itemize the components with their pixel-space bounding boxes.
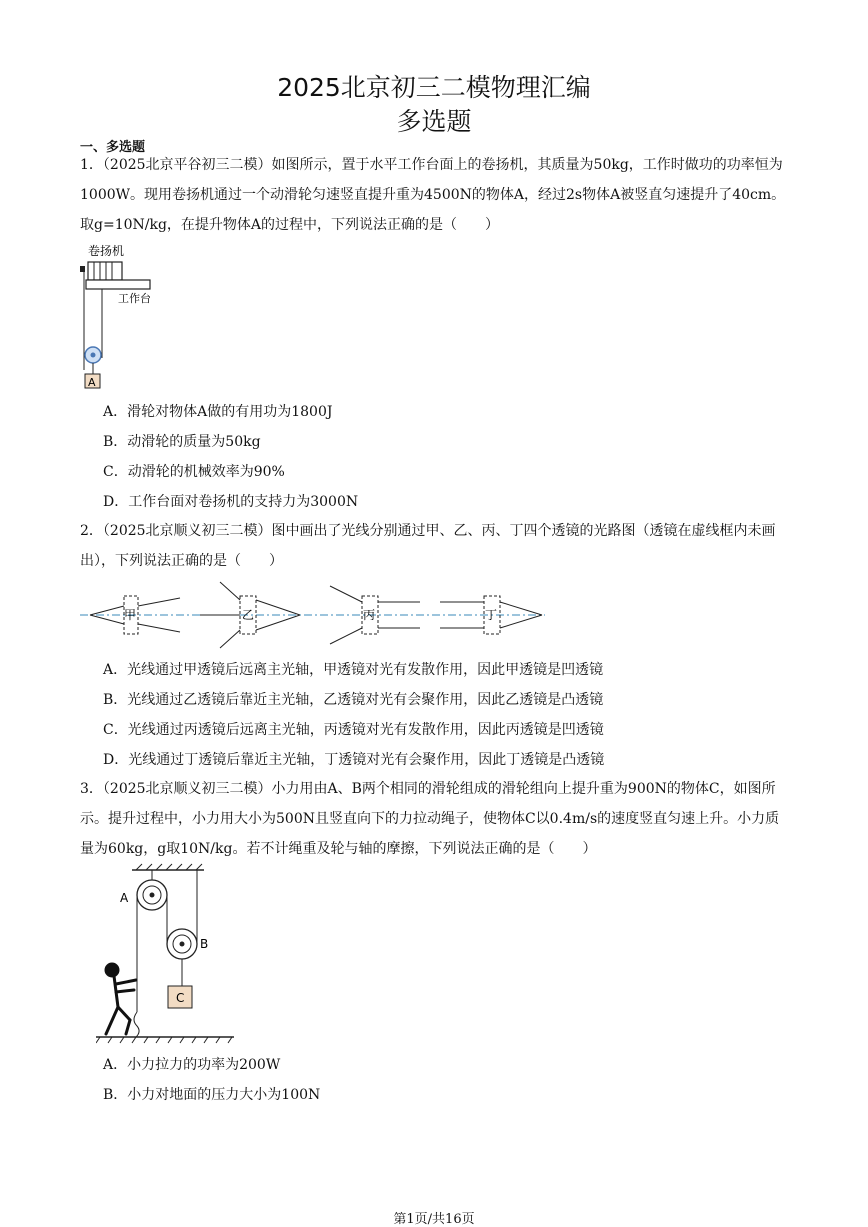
- lens-bing-label: 丙: [363, 608, 376, 622]
- page-footer: 第1页/共16页: [393, 1212, 475, 1227]
- q1-option-b: B．动滑轮的质量为50kg: [103, 434, 261, 450]
- q3-option-a: A．小力拉力的功率为200W: [103, 1057, 281, 1073]
- lens-yi-label: 乙: [242, 608, 255, 622]
- question-1-stem: 1．（2025北京平谷初三二模）如图所示，置于水平工作台面上的卷扬机，其质量为50kg，工作时做功的功率恒为1000W。现用卷扬机通过一个动滑轮匀速竖直提升重为4500N的物体A，经过2s物体A被竖直匀速提升了40cm。取g=10N/kg，在提升物体A的过程中，下列说法正确的是（ ）: [80, 157, 786, 233]
- q1-option-a: A．滑轮对物体A做的有用功为1800J: [103, 404, 333, 420]
- question-3-stem: 3．（2025北京顺义初三二模）小力用由A、B两个相同的滑轮组成的滑轮组向上提升重为900N的物体C，如图所示。提升过程中，小力用大小为500N且竖直向下的力拉动绳子，使物体C以0.4m/s的速度竖直匀速上升。小力质量为60kg，g取10N/kg。若不计绳重及轮与轴的摩擦，下列说法正确的是（ ）: [80, 781, 780, 857]
- q1-option-c: C．动滑轮的机械效率为90%: [103, 464, 285, 480]
- q1-label-object: A: [88, 376, 96, 389]
- q3-label-pulley-b: B: [200, 937, 209, 951]
- q1-option-d: D．工作台面对卷扬机的支持力为3000N: [103, 494, 359, 510]
- q3-label-pulley-a: A: [120, 891, 129, 905]
- question-2-stem: 2．（2025北京顺义初三二模）图中画出了光线分别通过甲、乙、丙、丁四个透镜的光路图（透镜在虚线框内未画出），下列说法正确的是（ ）: [80, 523, 776, 569]
- q2-option-d: D．光线通过丁透镜后靠近主光轴，丁透镜对光有会聚作用，因此丁透镜是凸透镜: [103, 752, 605, 768]
- q2-option-c: C．光线通过丙透镜后远离主光轴，丙透镜对光有发散作用，因此丙透镜是凹透镜: [103, 722, 604, 738]
- q2-option-b: B．光线通过乙透镜后靠近主光轴，乙透镜对光有会聚作用，因此乙透镜是凸透镜: [103, 692, 604, 708]
- q3-option-b: B．小力对地面的压力大小为100N: [103, 1087, 321, 1103]
- section-title: 一、多选题: [80, 140, 146, 155]
- q2-lens-figure: [80, 578, 550, 654]
- q1-winch-figure: [76, 240, 176, 392]
- q1-label-winch: 卷扬机: [88, 244, 125, 258]
- lens-ding-label: 丁: [485, 608, 498, 622]
- q3-pulley-figure: [96, 862, 236, 1044]
- document-title: 2025北京初三二模物理汇编: [277, 73, 591, 102]
- q1-label-table: 工作台: [118, 292, 151, 305]
- person-icon: [106, 964, 136, 1034]
- lens-jia-label: 甲: [124, 608, 137, 622]
- document-subtitle: 多选题: [396, 107, 472, 136]
- q3-label-object: C: [176, 991, 185, 1005]
- q2-option-a: A．光线通过甲透镜后远离主光轴，甲透镜对光有发散作用，因此甲透镜是凹透镜: [103, 662, 604, 678]
